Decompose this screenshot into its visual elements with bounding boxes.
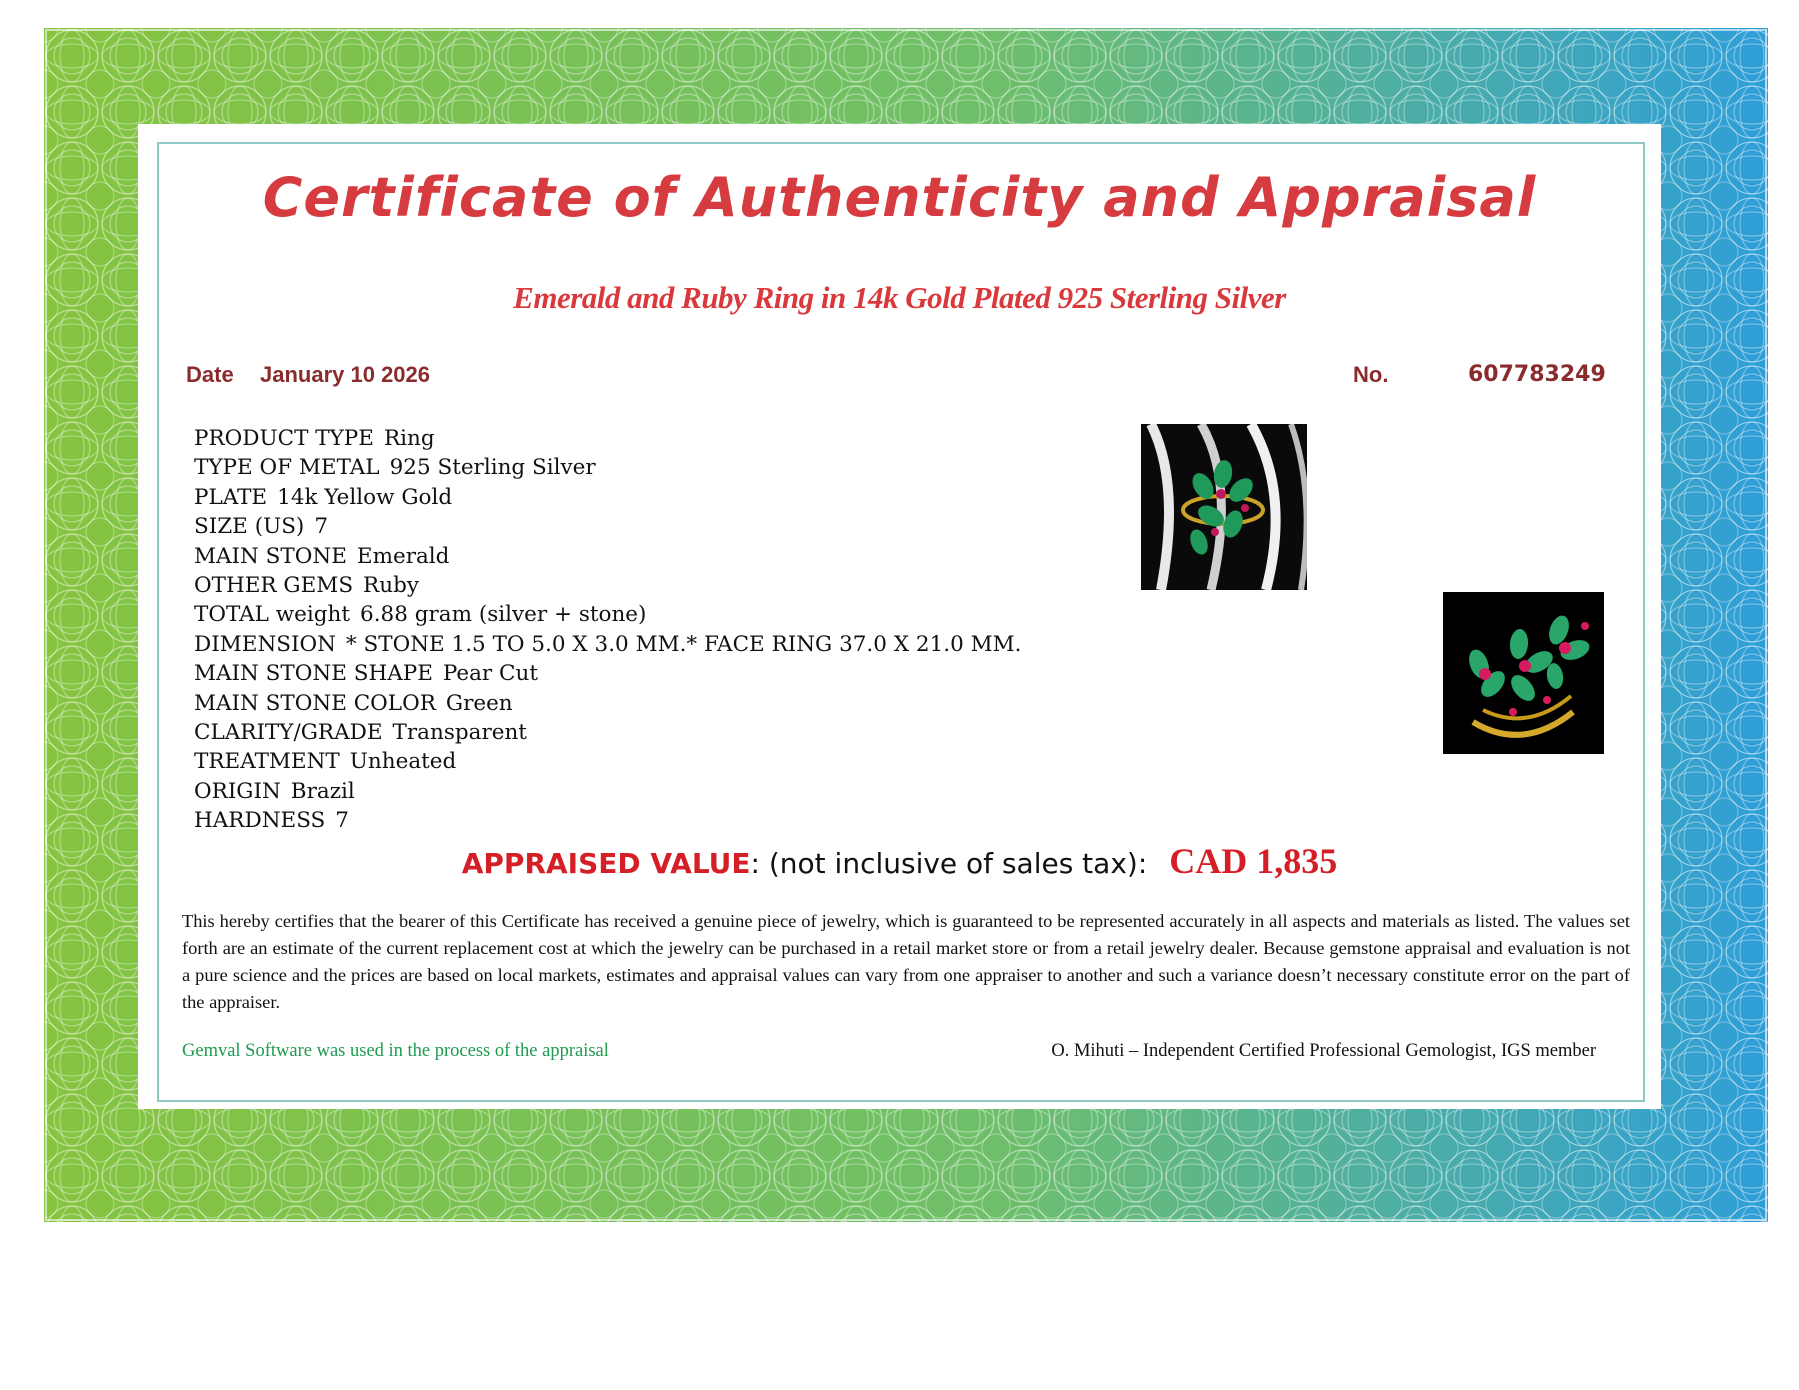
ring-photo-top bbox=[1443, 592, 1604, 754]
spec-value: * STONE 1.5 TO 5.0 X 3.0 MM.* FACE RING 37.0 X 21.0 MM. bbox=[345, 631, 1022, 657]
spec-label: HARDNESS bbox=[194, 808, 326, 834]
gemologist-signature: O. Mihuti – Independent Certified Professional Gemologist, IGS member bbox=[1051, 1041, 1596, 1061]
spec-label: CLARITY/GRADE bbox=[194, 719, 383, 745]
spec-list bbox=[194, 424, 1021, 835]
spec-row bbox=[194, 424, 1021, 453]
spec-label: PRODUCT TYPE bbox=[194, 426, 374, 451]
spec-value: Ring bbox=[383, 426, 435, 451]
spec-row bbox=[194, 689, 1021, 718]
spec-value: Emerald bbox=[356, 543, 450, 569]
date-value: January 10 2026 bbox=[260, 362, 431, 387]
spec-label: PLATE bbox=[194, 484, 268, 510]
appraised-value-label: APPRAISED VALUE bbox=[461, 847, 751, 880]
spec-value: 14k Yellow Gold bbox=[277, 484, 453, 510]
spec-value: Pear Cut bbox=[442, 661, 538, 687]
spec-label: MAIN STONE bbox=[194, 543, 347, 569]
spec-value: Green bbox=[445, 690, 513, 716]
spec-value: Unheated bbox=[349, 749, 457, 775]
spec-value: 925 Sterling Silver bbox=[389, 455, 596, 481]
spec-row bbox=[194, 747, 1021, 776]
spec-row bbox=[194, 718, 1021, 747]
spec-label: OTHER GEMS bbox=[194, 572, 354, 598]
spec-row bbox=[194, 777, 1021, 806]
certificate-number-value: 607783249 bbox=[1468, 362, 1606, 387]
spec-row bbox=[194, 600, 1021, 629]
spec-row bbox=[194, 542, 1021, 571]
certificate-number-label: No. bbox=[1353, 362, 1389, 387]
appraised-value-line bbox=[0, 840, 1799, 882]
product-subtitle: Emerald and Ruby Ring in 14k Gold Plated 925 Sterling Silver bbox=[513, 280, 1286, 315]
spec-value: Transparent bbox=[392, 719, 527, 745]
spec-value: Brazil bbox=[290, 778, 355, 804]
emerald-ruby-ring-on-black-stand-icon bbox=[1141, 424, 1307, 590]
certification-statement: This hereby certifies that the bearer of this Certificate has received a genuine piece of jewelry, which is guaranteed to be represented accurately in all aspects and materials as listed. The values set forth are an estimate of the current replacement cost at which the jewelry can be purchased in a retail market store or from a retail jewelry dealer. Because gemstone appraisal and evaluation is not a pure science and the prices are based on local markets, estimates and appraisal values can vary from one appraiser to another and such a variance doesn’t necessary constitute error on the part of the appraiser. bbox=[182, 911, 1630, 1012]
appraised-value-amount: CAD 1,835 bbox=[1169, 841, 1338, 881]
spec-label: TYPE OF METAL bbox=[194, 455, 380, 481]
spec-label: SIZE (US) bbox=[194, 514, 305, 540]
spec-row bbox=[194, 806, 1021, 835]
date-label: Date bbox=[186, 362, 234, 387]
spec-label: DIMENSION bbox=[194, 631, 336, 657]
spec-row bbox=[194, 483, 1021, 512]
spec-label: TOTAL weight bbox=[194, 602, 351, 628]
appraised-value-note: : (not inclusive of sales tax): bbox=[750, 847, 1148, 880]
spec-label: TREATMENT bbox=[194, 749, 340, 775]
spec-row bbox=[194, 659, 1021, 688]
spec-row bbox=[194, 453, 1021, 482]
software-note: Gemval Software was used in the process of the appraisal bbox=[182, 1041, 609, 1061]
spec-value: Ruby bbox=[363, 572, 419, 598]
emerald-ruby-ring-on-black-icon bbox=[1443, 592, 1604, 754]
spec-value: 7 bbox=[335, 808, 349, 834]
spec-value: 6.88 gram (silver + stone) bbox=[360, 602, 647, 628]
spec-label: MAIN STONE COLOR bbox=[194, 690, 436, 716]
spec-label: MAIN STONE SHAPE bbox=[194, 661, 433, 687]
spec-row bbox=[194, 512, 1021, 541]
spec-value: 7 bbox=[314, 514, 329, 540]
spec-row bbox=[194, 571, 1021, 600]
spec-row bbox=[194, 630, 1021, 659]
spec-label: ORIGIN bbox=[194, 778, 281, 804]
ring-photo-side bbox=[1141, 424, 1307, 590]
certificate-title: Certificate of Authenticity and Appraisal bbox=[262, 166, 1537, 229]
